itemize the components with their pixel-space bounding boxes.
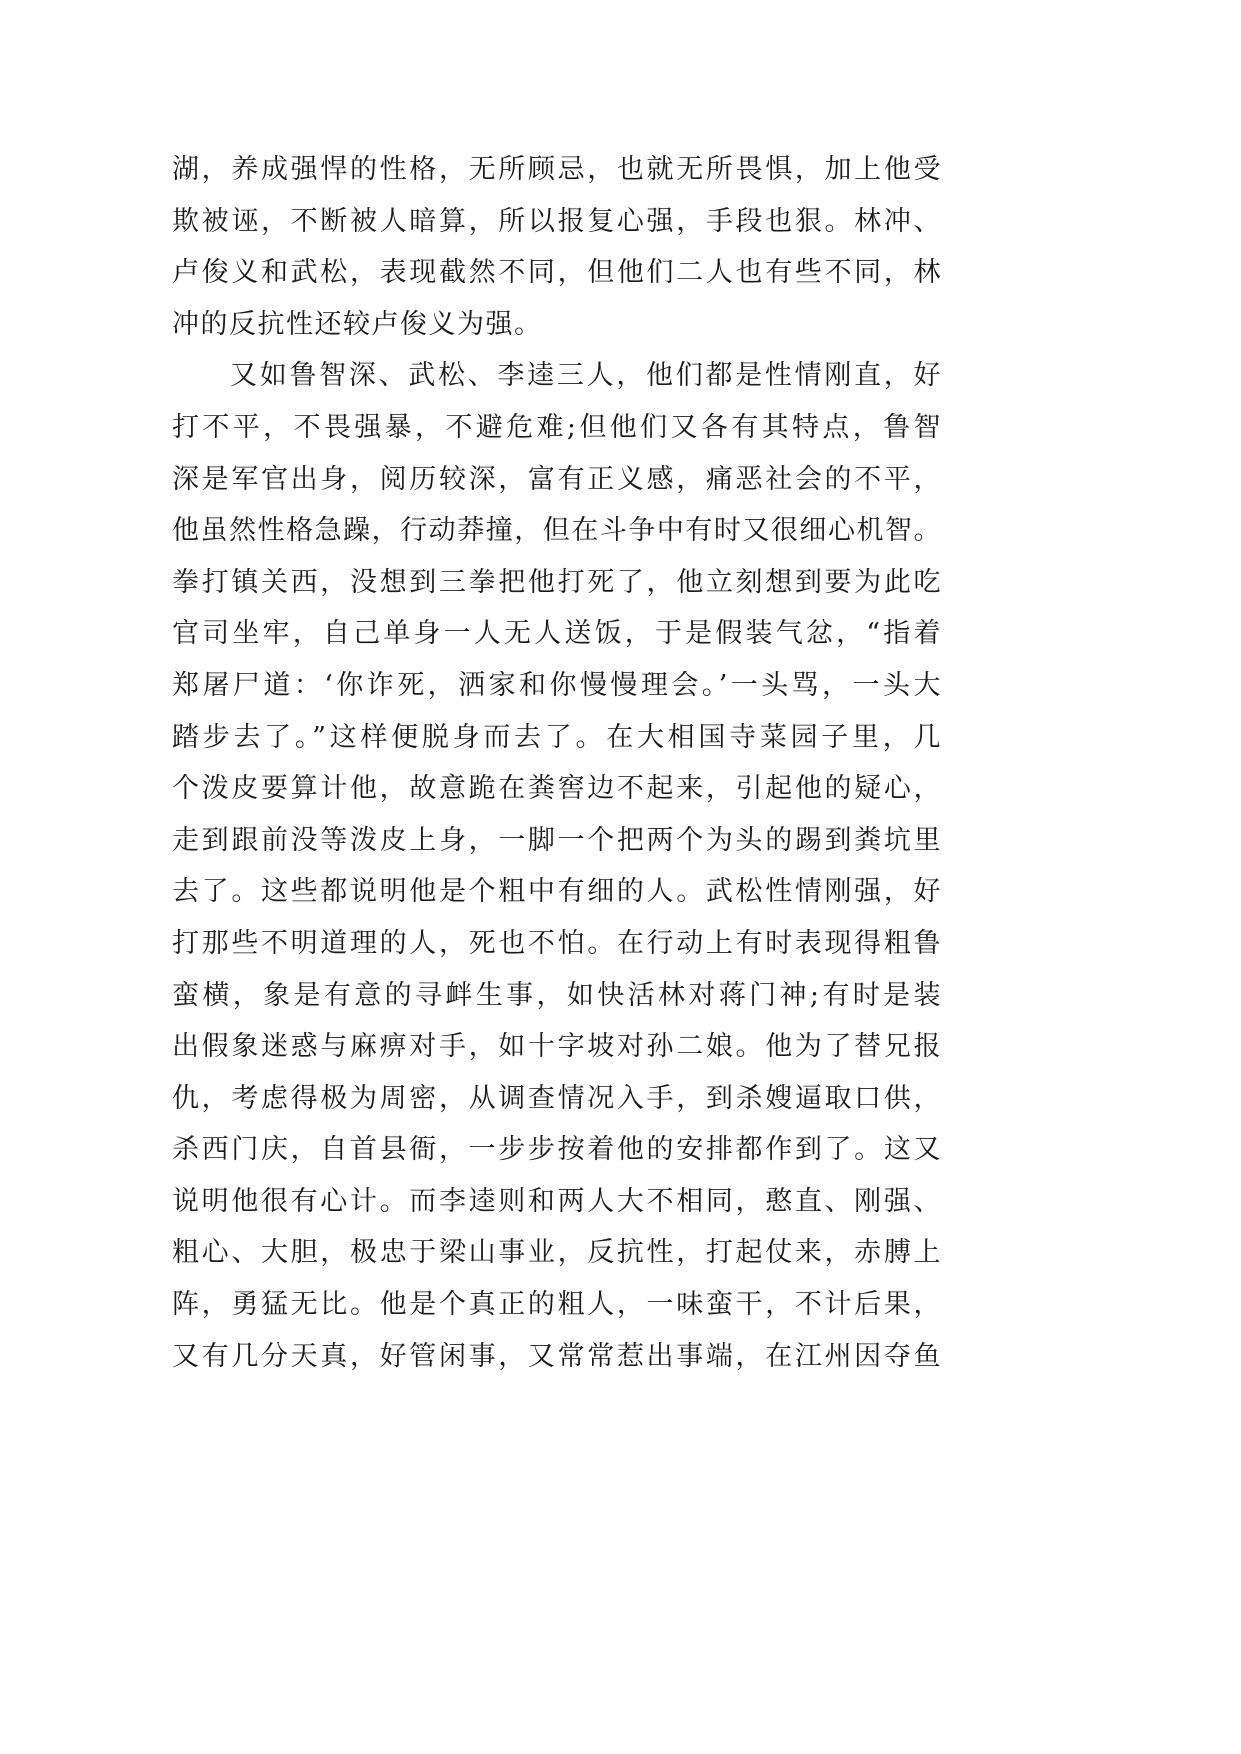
paragraph-end-line: 冲的反抗性还较卢俊义为强。 [172,308,543,340]
text-line: 深是军官出身，阅历较深，富有正义感，痛恶社会的不平， [172,463,942,495]
text-line: 阵，勇猛无比。他是个真正的粗人，一味蛮干，不计后果， [172,1289,942,1321]
text-line: 湖，养成强悍的性格，无所顾忌，也就无所畏惧，加上他受 [172,154,942,185]
paragraph-first-line: 又如鲁智深、武松、李逵三人，他们都是性情刚直，好 [230,360,942,392]
text-line: 杀西门庆，自首县衙，一步步按着他的安排都作到了。这又 [172,1134,942,1166]
text-line: 拳打镇关西，没想到三拳把他打死了，他立刻想到要为此吃 [172,566,942,598]
text-line: 去了。这些都说明他是个粗中有细的人。武松性情刚强，好 [172,876,942,908]
text-line: 他虽然性格急躁，行动莽撞，但在斗争中有时又很细心机智。 [172,515,942,547]
text-line: 出假象迷惑与麻痹对手，如十字坡对孙二娘。他为了替兄报 [172,1031,942,1063]
body-text [172,144,942,1382]
text-line: 仇，考虑得极为周密，从调查情况入手，到杀嫂逼取口供， [172,1082,942,1114]
text-line: 走到跟前没等泼皮上身，一脚一个把两个为头的踢到粪坑里 [172,824,942,856]
text-line: 又有几分天真，好管闲事，又常常惹出事端，在江州因夺鱼 [172,1340,942,1372]
text-line: 踏步去了。”这样便脱身而去了。在大相国寺菜园子里，几 [172,721,942,753]
text-line: 说明他很有心计。而李逵则和两人大不相同，憨直、刚强、 [172,1185,942,1217]
text-line: 欺被诬，不断被人暗算，所以报复心强，手段也狠。林冲、 [172,205,942,237]
text-line: 郑屠尸道：‘你诈死，洒家和你慢慢理会。’一头骂，一头大 [172,669,942,701]
text-line: 粗心、大胆，极忠于梁山事业，反抗性，打起仗来，赤膊上 [172,1237,942,1269]
text-line: 个泼皮要算计他，故意跪在粪窖边不起来，引起他的疑心， [172,773,942,805]
text-line: 官司坐牢，自己单身一人无人送饭，于是假装气忿，“指着 [172,618,942,650]
text-line: 蛮横，象是有意的寻衅生事，如快活林对蒋门神;有时是装 [172,979,942,1011]
text-line: 打不平，不畏强暴，不避危难;但他们又各有其特点，鲁智 [172,411,942,443]
text-line: 卢俊义和武松，表现截然不同，但他们二人也有些不同，林 [172,257,942,289]
text-line: 打那些不明道理的人，死也不怕。在行动上有时表现得粗鲁 [172,927,942,959]
